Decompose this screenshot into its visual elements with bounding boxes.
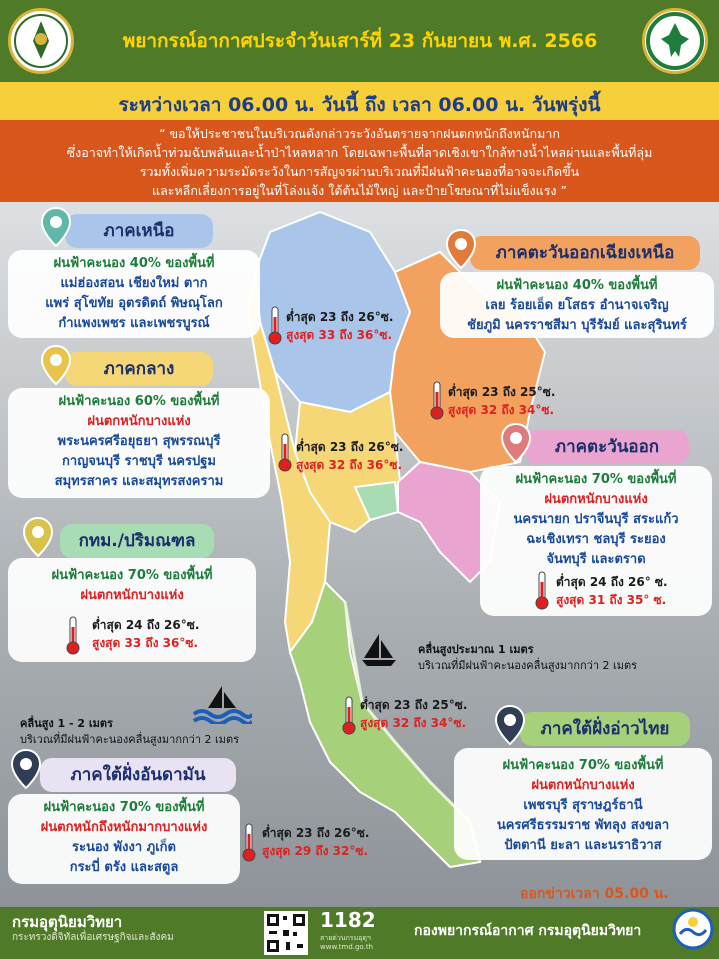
issued-time: ออกข่าวเวลา 05.00 น. <box>520 886 669 902</box>
north-title: ภาคเหนือ <box>65 214 213 248</box>
andaman-wave-info <box>20 716 239 748</box>
location-pin-icon <box>10 748 42 790</box>
south-gulf-line-1: ฝนฟ้าคะนอง 70% ของพื้นที่ <box>502 758 664 773</box>
northeast-card <box>440 272 714 338</box>
south-gulf-temp <box>360 696 467 732</box>
footer-division: กองพยากรณ์อากาศ กรมอุตุนิยมวิทยา <box>414 923 642 939</box>
south-gulf-title: ภาคใต้ฝั่งอ่าวไทย <box>520 712 690 746</box>
andaman-wave-title: คลื่นสูง 1 - 2 เมตร <box>20 717 113 730</box>
sailboat-icon <box>360 632 398 668</box>
north-temp <box>286 308 393 344</box>
northeast-temp <box>448 383 555 419</box>
south-andaman-tmax: สูงสุด 29 ถึง 32°ซ. <box>262 844 369 858</box>
bangkok-tmax: สูงสุด 33 ถึง 36°ซ. <box>92 636 199 650</box>
north-line-2: แม่ฮ่องสอน เชียงใหม่ ตาก <box>60 276 208 291</box>
thermometer-icon <box>278 432 292 472</box>
thermometer-icon <box>268 305 282 345</box>
east-line-4: ฉะเชิงเทรา ชลบุรี ระยอง <box>526 532 666 547</box>
south-gulf-tmin: ต่ำสุด 23 ถึง 25°ซ. <box>360 698 468 712</box>
footer-ministry: กระทรวงดิจิทัลเพื่อเศรษฐกิจและสังคม <box>12 932 174 943</box>
page-title: พยากรณ์อากาศประจำวันเสาร์ที่ 23 กันยายน พ.ศ. 2566 <box>122 30 598 52</box>
central-line-2: ฝนตกหนักบางแห่ง <box>87 414 191 429</box>
east-line-3: นครนายก ปราจีนบุรี สระแก้ว <box>513 512 679 527</box>
north-tmin: ต่ำสุด 23 ถึง 26°ซ. <box>286 310 394 324</box>
footer-dept: กรมอุตุนิยมวิทยา <box>12 913 123 931</box>
northeast-tmax: สูงสุด 32 ถึง 34°ซ. <box>448 403 555 417</box>
footer-hotline-sub: สายด่วนกรมอุตุฯ <box>320 934 371 942</box>
warning-line-3: รวมทั้งเพิ่มความระมัดระวังในการสัญจรผ่านบริเวณที่มีฝนฟ้าคะนองที่อาจจะเกิดขึ้น <box>139 164 580 179</box>
east-temp <box>556 573 668 609</box>
thermometer-icon <box>342 695 356 735</box>
south-andaman-line-3: ระนอง พังงา ภูเก็ต <box>72 840 176 855</box>
central-line-4: กาญจนบุรี ราชบุรี นครปฐม <box>62 454 216 469</box>
south-andaman-tmin: ต่ำสุด 23 ถึง 26°ซ. <box>262 826 370 840</box>
east-line-1: ฝนฟ้าคะนอง 70% ของพื้นที่ <box>515 472 677 487</box>
northeast-line-2: เลย ร้อยเอ็ด ยโสธร อำนาจเจริญ <box>485 298 669 313</box>
south-andaman-temp <box>262 824 369 860</box>
bangkok-temp <box>92 616 199 652</box>
warning-text <box>20 124 699 200</box>
east-title: ภาคตะวันออก <box>525 430 689 464</box>
south-andaman-title: ภาคใต้ฝั่งอันดามัน <box>40 758 236 792</box>
south-gulf-line-4: นครศรีธรรมราช พัทลุง สงขลา <box>496 818 670 833</box>
location-pin-icon <box>445 228 477 270</box>
east-line-5: จันทบุรี และตราด <box>546 552 646 567</box>
south-andaman-line-4: กระบี่ ตรัง และสตูล <box>69 860 179 875</box>
central-card <box>8 388 270 498</box>
south-gulf-line-3: เพชรบุรี สุราษฎร์ธานี <box>523 798 643 813</box>
ministry-logo <box>8 8 74 74</box>
east-tmax: สูงสุด 31 ถึง 35° ซ. <box>556 593 667 607</box>
gulf-wave-info <box>418 642 637 674</box>
central-line-1: ฝนฟ้าคะนอง 60% ของพื้นที่ <box>58 394 220 409</box>
forecast-period: ระหว่างเวลา 06.00 น. วันนี้ ถึง เวลา 06.00 น. วันพรุ่งนี้ <box>118 94 601 116</box>
south-gulf-card <box>454 748 712 860</box>
northeast-line-3: ชัยภูมิ นครราชสีมา บุรีรัมย์ และสุรินทร์ <box>467 318 687 333</box>
thermometer-icon <box>66 615 80 655</box>
footer-website[interactable]: www.tmd.go.th <box>320 943 373 951</box>
northeast-title: ภาคตะวันออกเฉียงเหนือ <box>470 236 700 270</box>
south-gulf-line-5: ปัตตานี ยะลา และนราธิวาส <box>504 838 662 853</box>
north-line-1: ฝนฟ้าคะนอง 40% ของพื้นที่ <box>53 256 215 271</box>
central-line-3: พระนครศรีอยุธยา สุพรรณบุรี <box>57 434 221 449</box>
location-pin-icon <box>22 516 54 558</box>
thermometer-icon <box>242 822 256 862</box>
tmd-logo <box>642 8 708 74</box>
bangkok-line-1: ฝนฟ้าคะนอง 70% ของพื้นที่ <box>51 568 213 583</box>
warning-line-1: “ ขอให้ประชาชนในบริเวณดังกล่าวระวังอันตรายจากฝนตกหนักถึงหนักมาก <box>159 126 560 141</box>
qr-code-icon[interactable] <box>264 911 308 955</box>
bangkok-line-2: ฝนตกหนักบางแห่ง <box>80 588 184 603</box>
north-line-3: แพร่ สุโขทัย อุตรดิตถ์ พิษณุโลก <box>45 296 223 311</box>
central-title: ภาคกลาง <box>65 352 213 386</box>
north-card <box>8 250 260 338</box>
andaman-wave-note: บริเวณที่มีฝนฟ้าคะนองคลื่นสูงมากกว่า 2 เมตร <box>20 733 240 746</box>
tmd-footer-logo <box>672 908 714 950</box>
warning-line-4: และหลีกเลี่ยงการอยู่ในที่โล่งแจ้ง ใต้ต้นไม้ใหญ่ และป้ายโฆษณาที่ไม่แข็งแรง ” <box>152 183 567 198</box>
east-tmin: ต่ำสุด 24 ถึง 26° ซ. <box>556 575 668 589</box>
bangkok-tmin: ต่ำสุด 24 ถึง 26°ซ. <box>92 618 200 632</box>
footer-hotline: 1182 <box>320 908 376 932</box>
warning-line-2: ซึ่งอาจทำให้เกิดน้ำท่วมฉับพลันและน้ำป่าไหลหลาก โดยเฉพาะพื้นที่ลาดเชิงเขาใกล้ทางน้ำไหลผ่านและพื้นที่ลุ่ม <box>66 145 653 160</box>
south-andaman-line-2: ฝนตกหนักถึงหนักมากบางแห่ง <box>40 820 208 835</box>
bangkok-title: กทม./ปริมณฑล <box>60 524 214 558</box>
location-pin-icon <box>40 344 72 386</box>
north-tmax: สูงสุด 33 ถึง 36°ซ. <box>286 328 393 342</box>
south-andaman-line-1: ฝนฟ้าคะนอง 70% ของพื้นที่ <box>43 800 205 815</box>
thermometer-icon <box>535 570 549 610</box>
location-pin-icon <box>500 422 532 464</box>
south-gulf-line-2: ฝนตกหนักบางแห่ง <box>531 778 635 793</box>
location-pin-icon <box>494 704 526 746</box>
gulf-wave-note: บริเวณที่มีฝนฟ้าคะนองคลื่นสูงมากกว่า 2 เมตร <box>418 659 638 672</box>
northeast-line-1: ฝนฟ้าคะนอง 40% ของพื้นที่ <box>496 278 658 293</box>
thermometer-icon <box>430 380 444 420</box>
northeast-tmin: ต่ำสุด 23 ถึง 25°ซ. <box>448 385 556 399</box>
south-gulf-tmax: สูงสุด 32 ถึง 34°ซ. <box>360 716 467 730</box>
north-line-4: กำแพงเพชร และเพชรบูรณ์ <box>58 316 210 331</box>
south-andaman-card <box>8 794 240 884</box>
central-tmax: สูงสุด 32 ถึง 36°ซ. <box>296 458 403 472</box>
location-pin-icon <box>40 206 72 248</box>
gulf-wave-title: คลื่นสูงประมาณ 1 เมตร <box>418 643 534 656</box>
central-temp <box>296 438 403 474</box>
central-tmin: ต่ำสุด 23 ถึง 26°ซ. <box>296 440 404 454</box>
east-line-2: ฝนตกหนักบางแห่ง <box>544 492 648 507</box>
central-line-5: สมุทรสาคร และสมุทรสงคราม <box>54 474 224 489</box>
